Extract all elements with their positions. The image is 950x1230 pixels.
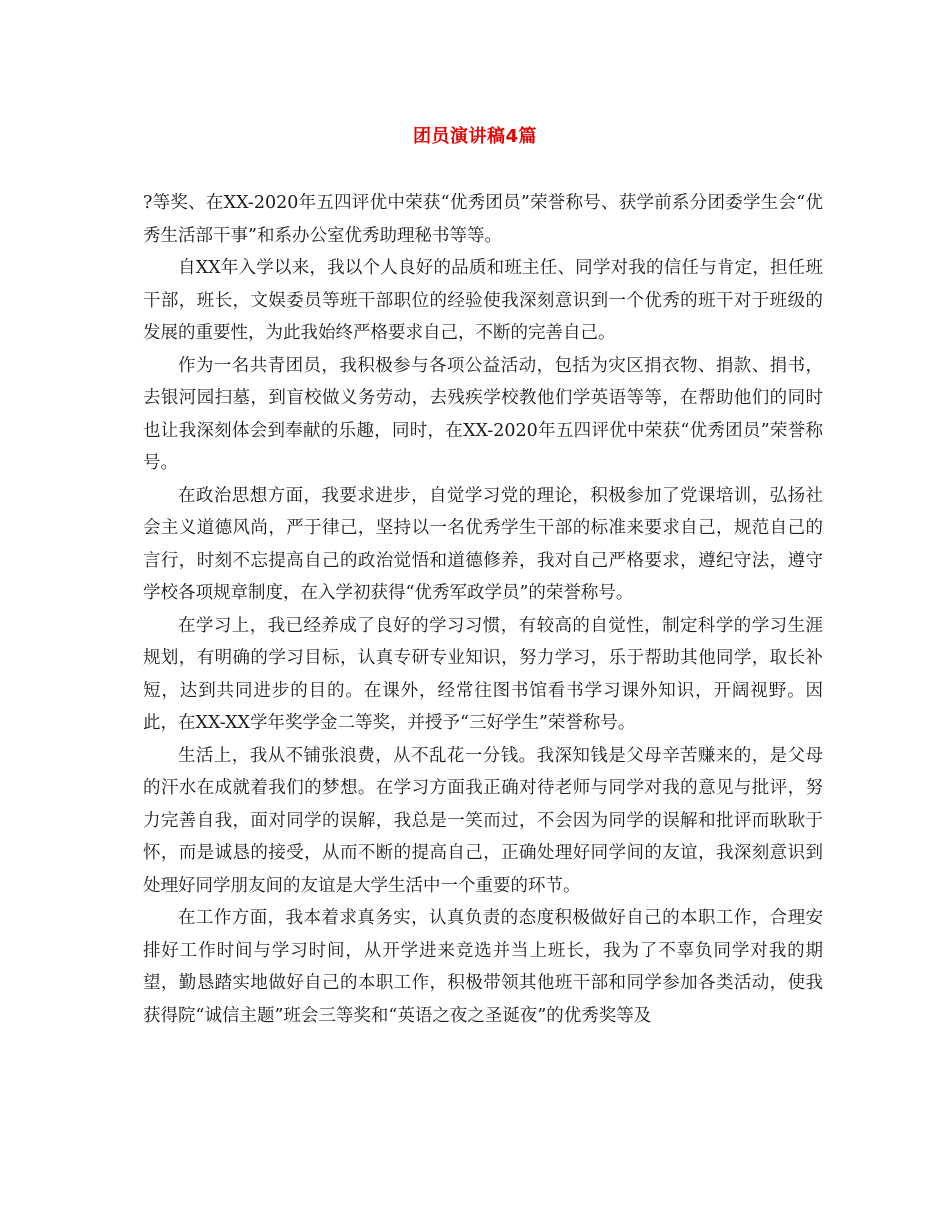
- document-body: [143, 187, 823, 1032]
- paragraph-4: 在政治思想方面，我要求进步，自觉学习党的理论，积极参加了党课培训，弘扬社会主义道德风尚，严于律己，坚持以一名优秀学生干部的标准来要求自己，规范自己的言行，时刻不忘提高自己的政治觉悟和道德修养，我对自己严格要求，遵纪守法，遵守学校各项规章制度，在入学初获得“优秀军政学员”的荣誉称号。: [143, 485, 823, 603]
- paragraph-5: 在学习上，我已经养成了良好的学习习惯，有较高的自觉性，制定科学的学习生涯规划，有明确的学习目标，认真专研专业知识，努力学习，乐于帮助其他同学，取长补短，达到共同进步的目的。在课外，经常往图书馆看书学习课外知识，开阔视野。因此，在XX-XX学年奖学金二等奖，并授予“三好学生”荣誉称号。: [143, 615, 823, 733]
- document-title: 团员演讲稿4篇: [412, 126, 538, 147]
- paragraph-2: 自XX年入学以来，我以个人良好的品质和班主任、同学对我的信任与肯定，担任班干部，班长，文娱委员等班干部职位的经验使我深刻意识到一个优秀的班干对于班级的发展的重要性，为此我始终严格要求自己，不断的完善自己。: [143, 258, 823, 343]
- paragraph-7: 在工作方面，我本着求真务实，认真负责的态度积极做好自己的本职工作，合理安排好工作时间与学习时间，从开学进来竞选并当上班长，我为了不辜负同学对我的期望，勤恳踏实地做好自己的本职工作，积极带领其他班干部和同学参加各类活动，使我获得院“诚信主题”班会三等奖和“英语之夜之圣诞夜”的优秀奖等及: [143, 908, 823, 1026]
- paragraph-6: 生活上，我从不铺张浪费，从不乱花一分钱。我深知钱是父母辛苦赚来的，是父母的汗水在成就着我们的梦想。在学习方面我正确对待老师与同学对我的意见与批评，努力完善自我，面对同学的误解，我总是一笑而过，不会因为同学的误解和批评而耿耿于怀，而是诚恳的接受，从而不断的提高自己，正确处理好同学间的友谊，我深刻意识到处理好同学朋友间的友谊是大学生活中一个重要的环节。: [143, 745, 823, 896]
- paragraph-3: 作为一名共青团员，我积极参与各项公益活动，包括为灾区捐衣物、捐款、捐书，去银河园扫墓，到盲校做义务劳动，去残疾学校教他们学英语等等，在帮助他们的同时也让我深刻体会到奉献的乐趣，同时，在XX-2020年五四评优中荣获“优秀团员”荣誉称号。: [143, 355, 823, 473]
- paragraph-1: ?等奖、在XX-2020年五四评优中荣获“优秀团员”荣誉称号、获学前系分团委学生会“优秀生活部干事”和系办公室优秀助理秘书等等。: [143, 193, 823, 246]
